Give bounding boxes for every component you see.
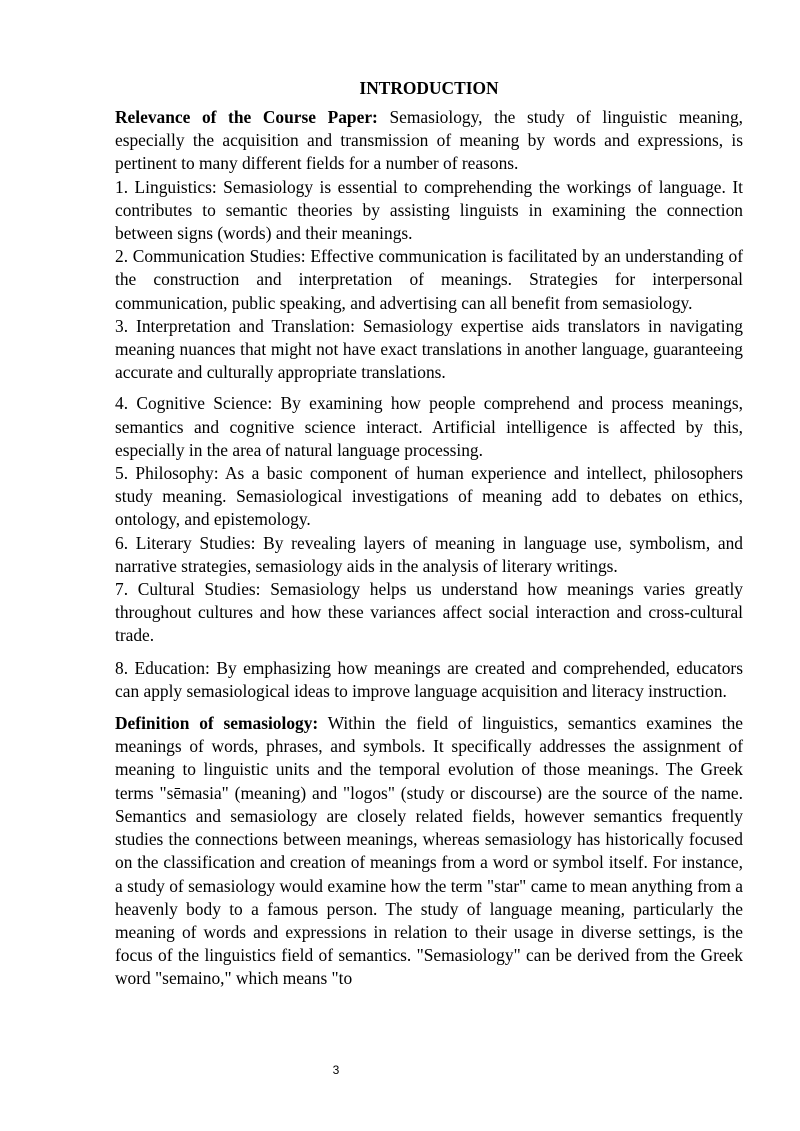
page-content [115, 77, 743, 991]
list-item-philosophy: 5. Philosophy: As a basic component of human experience and intellect, philosophers study meaning. Semasiological investigations of meaning add to debates on ethics, ontology, and epistemology. [115, 463, 743, 530]
relevance-text: Semasiology, the study of linguistic meaning, especially the acquisition and transmission of meaning by words and expressions, is pertinent to many different fields for a number of reasons. [115, 107, 743, 174]
page-number: 3 [332, 1063, 340, 1077]
relevance-heading: Relevance of the Course Paper: [115, 107, 378, 127]
list-item-cultural-studies: 7. Cultural Studies: Semasiology helps us understand how meanings varies greatly throughout cultures and how these variances affect social interaction and cross-cultural trade. [115, 579, 743, 646]
page-title: INTRODUCTION [359, 78, 499, 98]
definition-paragraph [115, 712, 743, 990]
list-item-communication-studies: 2. Communication Studies: Effective communication is facilitated by an understanding of the construction and interpretation of meanings. Strategies for interpersonal communication, public speaking, and advertising can all benefit from semasiology. [115, 246, 743, 313]
list-item-literary-studies: 6. Literary Studies: By revealing layers of meaning in language use, symbolism, and narrative strategies, semasiology aids in the analysis of literary writings. [115, 532, 743, 576]
list-item-interpretation-translation: 3. Interpretation and Translation: Semasiology expertise aids translators in navigating meaning nuances that might not have exact translations in another language, guaranteeing accurate and culturally appropriate translations. [115, 315, 743, 383]
definition-text: Within the field of linguistics, semantics examines the meanings of words, phrases, and symbols. It specifically addresses the assignment of meaning to linguistic units and the temporal evolution of those meanings. The Greek terms "sēmasia" (meaning) and "logos" (study or discourse) are the source of the name. Semantics and semasiology are closely related fields, however semantics frequently studies the connections between meanings, whereas semasiology has historically focused on the classification and creation of meanings from a word or symbol itself. For instance, a study of semasiology would examine how the term "star" came to mean anything from a heavenly body to a famous person. The study of language meaning, particularly the meaning of words and expressions in relation to their usage in diverse settings, is the focus of the linguistics field of semantics. "Semasiology" can be derived from the Greek word "semaino," which means "to [115, 713, 744, 989]
definition-heading: Definition of semasiology: [115, 713, 319, 734]
list-item-education: 8. Education: By emphasizing how meanings are created and comprehended, educators can apply semasiological ideas to improve language acquisition and literacy instruction. [115, 657, 743, 701]
relevance-paragraph [115, 106, 743, 176]
list-item-linguistics: 1. Linguistics: Semasiology is essential to comprehending the workings of language. It contributes to semantic theories by assisting linguists in examining the connection between signs (words) and their meanings. [115, 176, 743, 244]
list-item-cognitive-science: 4. Cognitive Science: By examining how people comprehend and process meanings, semantics and cognitive science interact. Artificial intelligence is affected by this, especially in the area of natural language processing. [115, 393, 743, 460]
